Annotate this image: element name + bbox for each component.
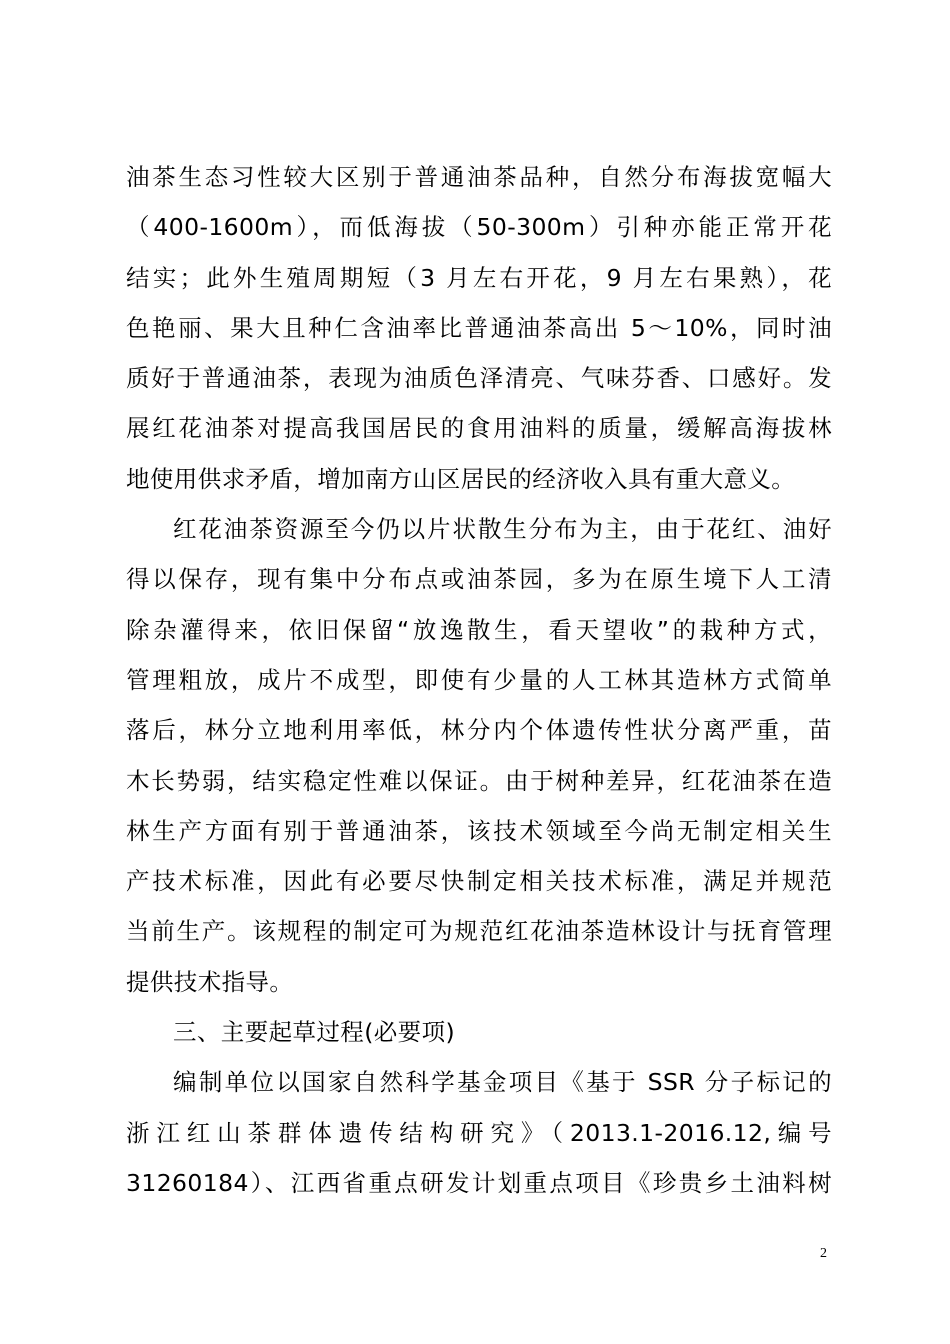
section-heading-text: 三、主要起草过程(必要项) bbox=[173, 1018, 456, 1047]
paragraph-2 bbox=[126, 504, 832, 1007]
text-line: 落后，林分立地利用率低，林分内个体遗传性状分离严重，苗 bbox=[126, 716, 832, 745]
text-line: （400-1600m），而低海拔（50-300m）引种亦能正常开花 bbox=[126, 213, 832, 242]
document-body bbox=[126, 152, 832, 1208]
text-line: 木长势弱，结实稳定性难以保证。由于树种差异，红花油茶在造 bbox=[126, 766, 832, 795]
text-line: 质好于普通油茶，表现为油质色泽清亮、气味芬香、口感好。发 bbox=[126, 364, 832, 393]
paragraph-1 bbox=[126, 152, 832, 504]
text-line: 油茶生态习性较大区别于普通油茶品种，自然分布海拔宽幅大 bbox=[126, 163, 832, 191]
text-line: 浙江红山茶群体遗传结构研究》（2013.1-2016.12,编号 bbox=[126, 1118, 832, 1147]
text-line: 管理粗放，成片不成型，即使有少量的人工林其造林方式简单 bbox=[126, 665, 832, 694]
text-line: 得以保存，现有集中分布点或油茶园，多为在原生境下人工清 bbox=[126, 565, 832, 594]
page-number: 2 bbox=[820, 1246, 827, 1261]
text-line: 31260184）、江西省重点研发计划重点项目《珍贵乡土油料树 bbox=[126, 1168, 832, 1197]
text-line: 产技术标准，因此有必要尽快制定相关技术标准，满足并规范 bbox=[126, 867, 832, 896]
text-line: 地使用供求矛盾，增加南方山区居民的经济收入具有重大意义。 bbox=[126, 464, 796, 493]
text-line: 编制单位以国家自然科学基金项目《基于 SSR 分子标记的 bbox=[173, 1068, 832, 1097]
text-line: 色艳丽、果大且种仁含油率比普通油茶高出 5～10%，同时油 bbox=[126, 313, 832, 342]
section-heading bbox=[126, 1007, 832, 1057]
text-line: 展红花油茶对提高我国居民的食用油料的质量，缓解高海拔林 bbox=[126, 414, 832, 443]
text-line: 提供技术指导。 bbox=[126, 967, 294, 996]
text-line: 当前生产。该规程的制定可为规范红花油茶造林设计与抚育管理 bbox=[126, 917, 832, 946]
text-line: 除杂灌得来，依旧保留“放逸散生，看天望收”的栽种方式， bbox=[126, 615, 832, 644]
text-line: 红花油茶资源至今仍以片状散生分布为主，由于花红、油好 bbox=[173, 515, 832, 544]
text-line: 林生产方面有别于普通油茶，该技术领域至今尚无制定相关生 bbox=[126, 816, 832, 845]
text-line: 结实；此外生殖周期短（3 月左右开花，9 月左右果熟），花 bbox=[126, 263, 832, 292]
paragraph-3 bbox=[126, 1057, 832, 1208]
